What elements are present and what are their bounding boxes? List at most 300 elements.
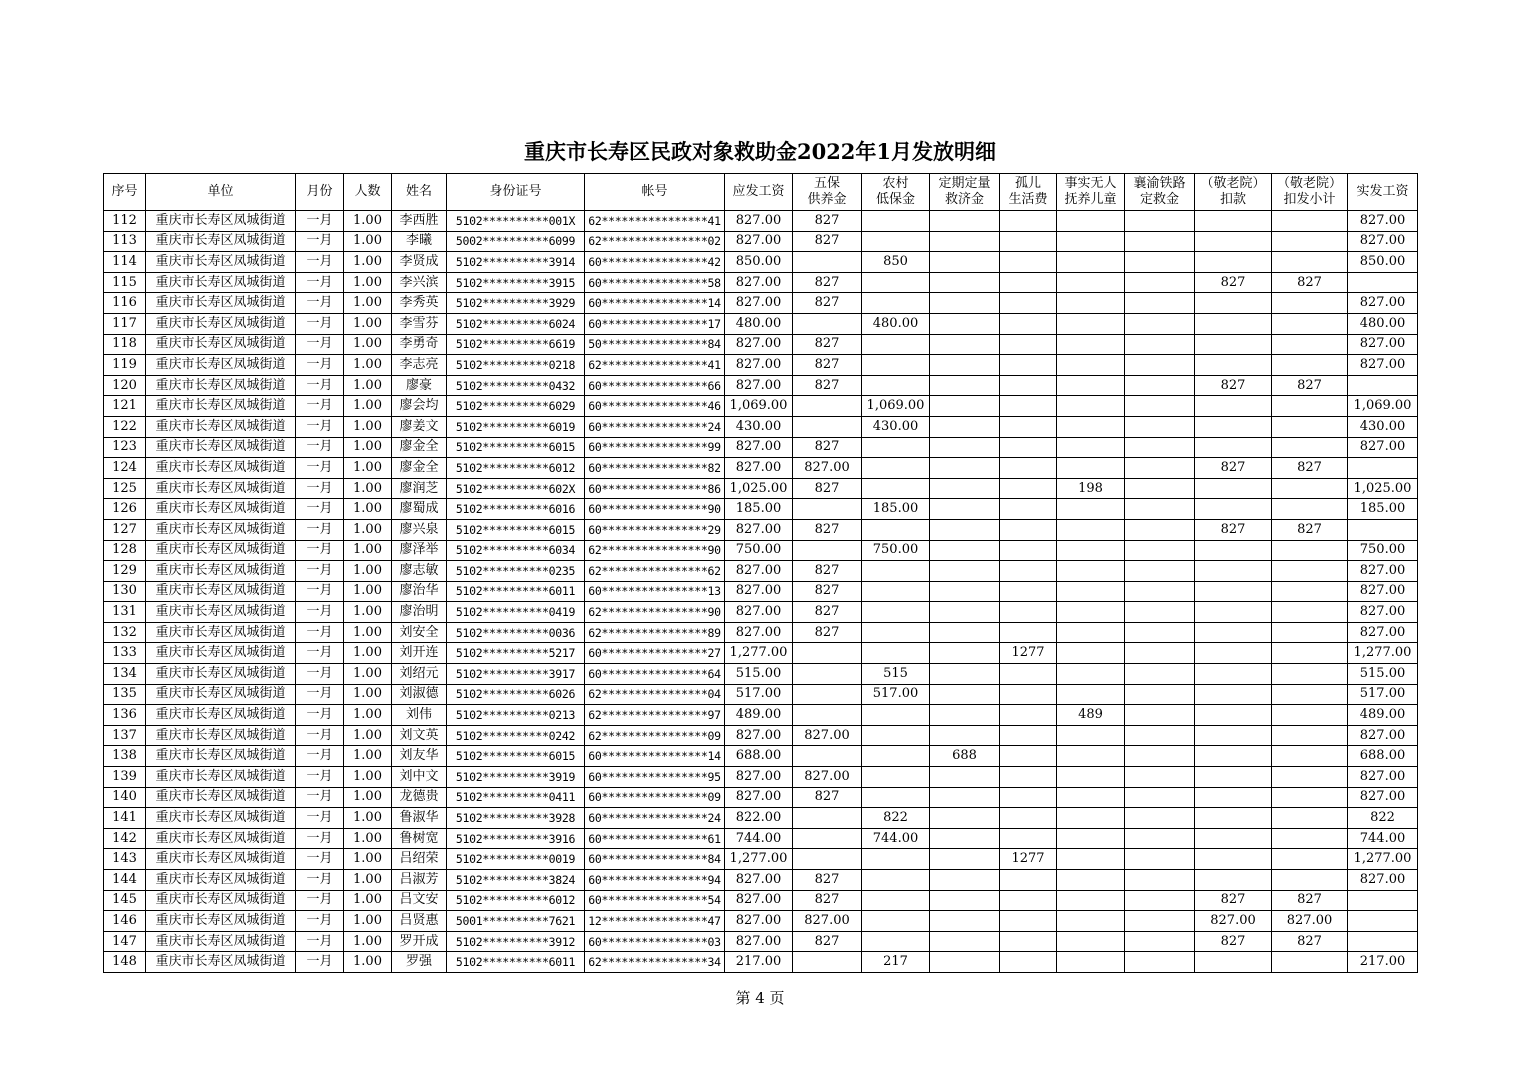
table-cell: 一月 — [296, 437, 344, 458]
column-header: 五保 供养金 — [793, 174, 862, 211]
table-cell — [1195, 767, 1272, 788]
column-header: 襄渝铁路 定救金 — [1125, 174, 1195, 211]
table-cell: 822 — [1348, 808, 1418, 829]
table-cell: 廖蜀成 — [392, 499, 447, 520]
table-cell — [793, 684, 862, 705]
table-cell: 217.00 — [725, 952, 793, 973]
table-cell: 1.00 — [344, 561, 392, 582]
table-cell — [1272, 828, 1348, 849]
table-cell: 827.00 — [1348, 622, 1418, 643]
table-cell: 重庆市长寿区凤城街道 — [146, 622, 296, 643]
table-cell — [1348, 519, 1418, 540]
table-cell — [1057, 231, 1125, 252]
table-cell: 827.00 — [725, 458, 793, 479]
table-cell — [1272, 355, 1348, 376]
table-cell: 62****************02 — [585, 231, 725, 252]
table-cell: 60****************14 — [585, 746, 725, 767]
table-cell: 1.00 — [344, 478, 392, 499]
table-cell: 吕淑芳 — [392, 870, 447, 891]
table-row — [104, 519, 1418, 540]
table-cell — [1195, 416, 1272, 437]
table-cell — [1057, 581, 1125, 602]
table-cell: 60****************03 — [585, 931, 725, 952]
table-cell: 5102**********0411 — [447, 787, 585, 808]
table-cell — [930, 231, 1000, 252]
table-cell — [862, 849, 930, 870]
table-cell: 1.00 — [344, 643, 392, 664]
table-cell: 5102**********6024 — [447, 313, 585, 334]
table-cell: 1.00 — [344, 437, 392, 458]
table-cell — [1125, 911, 1195, 932]
table-cell: 5102**********3915 — [447, 272, 585, 293]
table-cell: 185.00 — [725, 499, 793, 520]
table-cell: 827 — [1195, 458, 1272, 479]
column-header: 帐号 — [585, 174, 725, 211]
table-cell — [1125, 684, 1195, 705]
table-cell — [1195, 540, 1272, 561]
table-cell — [1348, 272, 1418, 293]
table-cell — [1272, 705, 1348, 726]
table-cell — [1057, 808, 1125, 829]
table-cell — [1000, 705, 1057, 726]
table-cell — [1125, 643, 1195, 664]
table-row — [104, 396, 1418, 417]
table-cell — [1057, 211, 1125, 232]
table-cell: 60****************58 — [585, 272, 725, 293]
table-cell: 1,069.00 — [725, 396, 793, 417]
table-cell: 137 — [104, 725, 146, 746]
table-cell — [930, 828, 1000, 849]
table-cell: 1.00 — [344, 519, 392, 540]
table-cell: 一月 — [296, 458, 344, 479]
table-cell: 一月 — [296, 767, 344, 788]
table-cell: 5102**********6012 — [447, 890, 585, 911]
table-cell: 60****************27 — [585, 643, 725, 664]
table-cell: 一月 — [296, 931, 344, 952]
table-cell: 827.00 — [725, 725, 793, 746]
table-cell: 李雪芬 — [392, 313, 447, 334]
table-cell: 62****************41 — [585, 355, 725, 376]
table-cell: 一月 — [296, 911, 344, 932]
table-row — [104, 705, 1418, 726]
table-cell — [1125, 746, 1195, 767]
table-cell — [862, 375, 930, 396]
table-row — [104, 643, 1418, 664]
column-header: 身份证号 — [447, 174, 585, 211]
table-cell — [1000, 375, 1057, 396]
table-cell: 一月 — [296, 870, 344, 891]
table-cell — [1057, 746, 1125, 767]
table-cell — [1057, 375, 1125, 396]
table-row — [104, 602, 1418, 623]
table-cell: 118 — [104, 334, 146, 355]
table-cell — [1195, 828, 1272, 849]
table-cell — [1000, 252, 1057, 273]
table-cell — [1000, 828, 1057, 849]
table-cell — [1348, 375, 1418, 396]
table-cell — [1272, 746, 1348, 767]
table-cell — [1195, 725, 1272, 746]
table-cell: 489.00 — [725, 705, 793, 726]
table-cell — [930, 355, 1000, 376]
table-cell: 李秀英 — [392, 293, 447, 314]
table-cell — [1272, 602, 1348, 623]
table-cell: 480.00 — [862, 313, 930, 334]
table-cell: 1.00 — [344, 746, 392, 767]
table-cell: 135 — [104, 684, 146, 705]
table-cell — [930, 705, 1000, 726]
table-cell: 60****************24 — [585, 416, 725, 437]
table-cell: 一月 — [296, 561, 344, 582]
table-cell — [1195, 643, 1272, 664]
table-cell: 827 — [1272, 272, 1348, 293]
table-cell: 一月 — [296, 478, 344, 499]
table-row — [104, 211, 1418, 232]
table-cell: 60****************29 — [585, 519, 725, 540]
table-cell: 60****************90 — [585, 499, 725, 520]
table-cell — [930, 931, 1000, 952]
table-cell — [1057, 849, 1125, 870]
table-cell: 827 — [793, 581, 862, 602]
table-cell — [862, 767, 930, 788]
table-cell: 827 — [793, 211, 862, 232]
table-cell — [1057, 540, 1125, 561]
table-cell: 480.00 — [725, 313, 793, 334]
table-cell: 60****************86 — [585, 478, 725, 499]
table-cell — [862, 478, 930, 499]
table-cell: 龙德贵 — [392, 787, 447, 808]
table-cell: 重庆市长寿区凤城街道 — [146, 437, 296, 458]
table-cell: 5102**********6011 — [447, 952, 585, 973]
table-cell: 5102**********6029 — [447, 396, 585, 417]
table-cell — [1125, 252, 1195, 273]
table-cell — [930, 622, 1000, 643]
table-cell: 139 — [104, 767, 146, 788]
table-cell: 1.00 — [344, 416, 392, 437]
table-cell: 刘绍元 — [392, 664, 447, 685]
table-cell — [1057, 355, 1125, 376]
table-cell: 827.00 — [725, 602, 793, 623]
table-cell: 827.00 — [793, 911, 862, 932]
table-cell — [1000, 664, 1057, 685]
table-cell — [1057, 458, 1125, 479]
table-cell: 5102**********6012 — [447, 458, 585, 479]
table-cell: 一月 — [296, 416, 344, 437]
table-cell — [1195, 664, 1272, 685]
table-cell: 5102**********6011 — [447, 581, 585, 602]
table-cell — [1057, 272, 1125, 293]
table-cell: 827.00 — [725, 931, 793, 952]
table-row — [104, 478, 1418, 499]
table-cell — [862, 334, 930, 355]
table-row — [104, 828, 1418, 849]
table-cell — [862, 870, 930, 891]
table-cell: 重庆市长寿区凤城街道 — [146, 849, 296, 870]
table-cell: 5102**********0036 — [447, 622, 585, 643]
table-cell — [793, 952, 862, 973]
table-cell — [1000, 870, 1057, 891]
table-cell: 廖润芝 — [392, 478, 447, 499]
table-cell — [1000, 313, 1057, 334]
table-cell: 一月 — [296, 952, 344, 973]
table-cell: 60****************66 — [585, 375, 725, 396]
table-cell — [930, 911, 1000, 932]
table-cell — [1272, 478, 1348, 499]
table-cell: 一月 — [296, 622, 344, 643]
table-cell — [1057, 684, 1125, 705]
table-cell — [1125, 622, 1195, 643]
table-cell: 688.00 — [725, 746, 793, 767]
table-cell: 重庆市长寿区凤城街道 — [146, 931, 296, 952]
table-cell — [1272, 808, 1348, 829]
table-cell — [930, 808, 1000, 829]
table-cell — [930, 458, 1000, 479]
table-cell: 一月 — [296, 725, 344, 746]
table-cell: 廖金全 — [392, 458, 447, 479]
table-cell: 一月 — [296, 252, 344, 273]
table-cell — [1057, 602, 1125, 623]
table-cell — [862, 746, 930, 767]
table-cell — [1125, 828, 1195, 849]
table-cell: 62****************90 — [585, 602, 725, 623]
table-cell: 115 — [104, 272, 146, 293]
table-cell — [1057, 767, 1125, 788]
table-cell: 145 — [104, 890, 146, 911]
column-header: 定期定量 救济金 — [930, 174, 1000, 211]
table-cell: 827.00 — [725, 355, 793, 376]
table-cell: 重庆市长寿区凤城街道 — [146, 602, 296, 623]
table-cell: 1,025.00 — [1348, 478, 1418, 499]
table-cell: 827 — [793, 478, 862, 499]
table-cell: 126 — [104, 499, 146, 520]
table-cell: 重庆市长寿区凤城街道 — [146, 231, 296, 252]
table-cell: 李勇奇 — [392, 334, 447, 355]
table-cell: 827 — [793, 334, 862, 355]
table-body — [104, 211, 1418, 973]
table-cell: 827.00 — [1348, 355, 1418, 376]
table-cell: 827.00 — [725, 375, 793, 396]
table-cell — [1195, 561, 1272, 582]
table-cell: 5102**********3917 — [447, 664, 585, 685]
table-cell: 重庆市长寿区凤城街道 — [146, 211, 296, 232]
table-cell — [1195, 396, 1272, 417]
table-cell — [1125, 355, 1195, 376]
table-cell — [1125, 952, 1195, 973]
table-cell: 刘友华 — [392, 746, 447, 767]
table-cell: 一月 — [296, 890, 344, 911]
table-cell — [862, 643, 930, 664]
table-cell: 重庆市长寿区凤城街道 — [146, 293, 296, 314]
table-cell: 5102**********0419 — [447, 602, 585, 623]
table-cell: 5102**********3914 — [447, 252, 585, 273]
table-cell — [1125, 396, 1195, 417]
table-cell: 515.00 — [1348, 664, 1418, 685]
table-cell: 827 — [793, 355, 862, 376]
table-cell — [1195, 808, 1272, 829]
table-cell: 重庆市长寿区凤城街道 — [146, 252, 296, 273]
table-cell — [930, 787, 1000, 808]
table-cell: 750.00 — [1348, 540, 1418, 561]
table-cell: 一月 — [296, 313, 344, 334]
table-cell: 5102**********602X — [447, 478, 585, 499]
table-cell — [1125, 478, 1195, 499]
table-cell — [1000, 396, 1057, 417]
table-cell: 827.00 — [725, 890, 793, 911]
column-header: 序号 — [104, 174, 146, 211]
table-cell — [1195, 787, 1272, 808]
column-header: 单位 — [146, 174, 296, 211]
table-cell: 重庆市长寿区凤城街道 — [146, 725, 296, 746]
table-row — [104, 437, 1418, 458]
table-cell — [1000, 231, 1057, 252]
table-cell — [930, 870, 1000, 891]
table-cell: 122 — [104, 416, 146, 437]
table-cell: 827.00 — [725, 437, 793, 458]
table-cell — [1000, 581, 1057, 602]
table-cell: 142 — [104, 828, 146, 849]
table-cell: 112 — [104, 211, 146, 232]
table-cell: 1,277.00 — [1348, 849, 1418, 870]
table-cell — [793, 746, 862, 767]
table-cell: 60****************99 — [585, 437, 725, 458]
table-cell — [1272, 767, 1348, 788]
table-cell: 1.00 — [344, 602, 392, 623]
table-cell — [793, 499, 862, 520]
column-header: （敬老院） 扣发小计 — [1272, 174, 1348, 211]
table-cell — [862, 622, 930, 643]
table-cell: 1.00 — [344, 540, 392, 561]
table-cell: 827.00 — [725, 622, 793, 643]
table-cell: 刘淑德 — [392, 684, 447, 705]
table-cell — [1057, 519, 1125, 540]
table-cell: 5102**********6015 — [447, 746, 585, 767]
table-cell — [1057, 643, 1125, 664]
table-cell: 62****************34 — [585, 952, 725, 973]
table-cell: 750.00 — [725, 540, 793, 561]
table-cell — [1272, 211, 1348, 232]
table-cell: 1.00 — [344, 890, 392, 911]
table-cell — [1195, 437, 1272, 458]
table-cell: 一月 — [296, 272, 344, 293]
table-cell — [862, 355, 930, 376]
table-cell — [1195, 705, 1272, 726]
table-row — [104, 458, 1418, 479]
table-cell — [1272, 581, 1348, 602]
table-cell: 515.00 — [725, 664, 793, 685]
table-cell — [1125, 334, 1195, 355]
table-cell — [1125, 416, 1195, 437]
table-cell — [862, 519, 930, 540]
table-cell — [1272, 437, 1348, 458]
table-cell: 一月 — [296, 519, 344, 540]
table-cell — [1272, 231, 1348, 252]
table-cell: 李兴滨 — [392, 272, 447, 293]
table-cell: 1,069.00 — [1348, 396, 1418, 417]
table-cell: 重庆市长寿区凤城街道 — [146, 313, 296, 334]
table-cell: 1277 — [1000, 643, 1057, 664]
table-cell: 827 — [1195, 375, 1272, 396]
table-cell: 5102**********3912 — [447, 931, 585, 952]
table-cell — [862, 602, 930, 623]
table-cell: 688 — [930, 746, 1000, 767]
table-cell: 一月 — [296, 602, 344, 623]
table-row — [104, 231, 1418, 252]
table-cell: 827 — [1195, 890, 1272, 911]
table-cell: 146 — [104, 911, 146, 932]
table-cell: 480.00 — [1348, 313, 1418, 334]
column-header: 事实无人 抚养儿童 — [1057, 174, 1125, 211]
table-cell: 827 — [793, 931, 862, 952]
table-cell: 185.00 — [1348, 499, 1418, 520]
table-cell: 62****************09 — [585, 725, 725, 746]
column-header: 孤儿 生活费 — [1000, 174, 1057, 211]
table-cell — [1125, 458, 1195, 479]
table-cell — [930, 767, 1000, 788]
table-cell: 827.00 — [793, 767, 862, 788]
table-cell — [1125, 499, 1195, 520]
table-cell: 827.00 — [725, 272, 793, 293]
table-cell — [1057, 911, 1125, 932]
table-cell: 827.00 — [725, 787, 793, 808]
table-cell: 1.00 — [344, 211, 392, 232]
table-cell: 827 — [793, 437, 862, 458]
table-cell: 重庆市长寿区凤城街道 — [146, 767, 296, 788]
table-row — [104, 561, 1418, 582]
table-cell — [1125, 211, 1195, 232]
table-cell — [793, 396, 862, 417]
table-cell: 1.00 — [344, 313, 392, 334]
table-cell — [1000, 540, 1057, 561]
table-cell — [1125, 540, 1195, 561]
table-cell — [793, 705, 862, 726]
table-cell: 重庆市长寿区凤城街道 — [146, 499, 296, 520]
column-header: 农村 低保金 — [862, 174, 930, 211]
table-cell: 重庆市长寿区凤城街道 — [146, 684, 296, 705]
disbursement-table — [103, 173, 1418, 973]
table-cell — [930, 437, 1000, 458]
table-cell: 重庆市长寿区凤城街道 — [146, 519, 296, 540]
table-cell — [1125, 725, 1195, 746]
table-cell: 827.00 — [1195, 911, 1272, 932]
table-cell: 廖姜文 — [392, 416, 447, 437]
table-cell: 重庆市长寿区凤城街道 — [146, 416, 296, 437]
table-cell — [1057, 437, 1125, 458]
table-cell — [1125, 808, 1195, 829]
table-cell: 60****************09 — [585, 787, 725, 808]
table-cell — [1000, 437, 1057, 458]
table-cell: 185.00 — [862, 499, 930, 520]
table-cell — [930, 581, 1000, 602]
table-cell: 一月 — [296, 231, 344, 252]
table-cell — [1125, 313, 1195, 334]
table-cell: 鲁树宽 — [392, 828, 447, 849]
table-cell — [862, 705, 930, 726]
table-cell: 一月 — [296, 684, 344, 705]
table-cell: 827 — [1272, 519, 1348, 540]
table-cell: 5102**********001X — [447, 211, 585, 232]
table-cell: 1.00 — [344, 705, 392, 726]
table-cell: 一月 — [296, 499, 344, 520]
table-cell: 重庆市长寿区凤城街道 — [146, 334, 296, 355]
table-cell: 116 — [104, 293, 146, 314]
table-cell — [1125, 561, 1195, 582]
table-cell: 827.00 — [1272, 911, 1348, 932]
table-cell — [930, 725, 1000, 746]
table-cell — [1000, 725, 1057, 746]
table-cell: 827.00 — [725, 231, 793, 252]
table-row — [104, 808, 1418, 829]
table-cell — [930, 849, 1000, 870]
